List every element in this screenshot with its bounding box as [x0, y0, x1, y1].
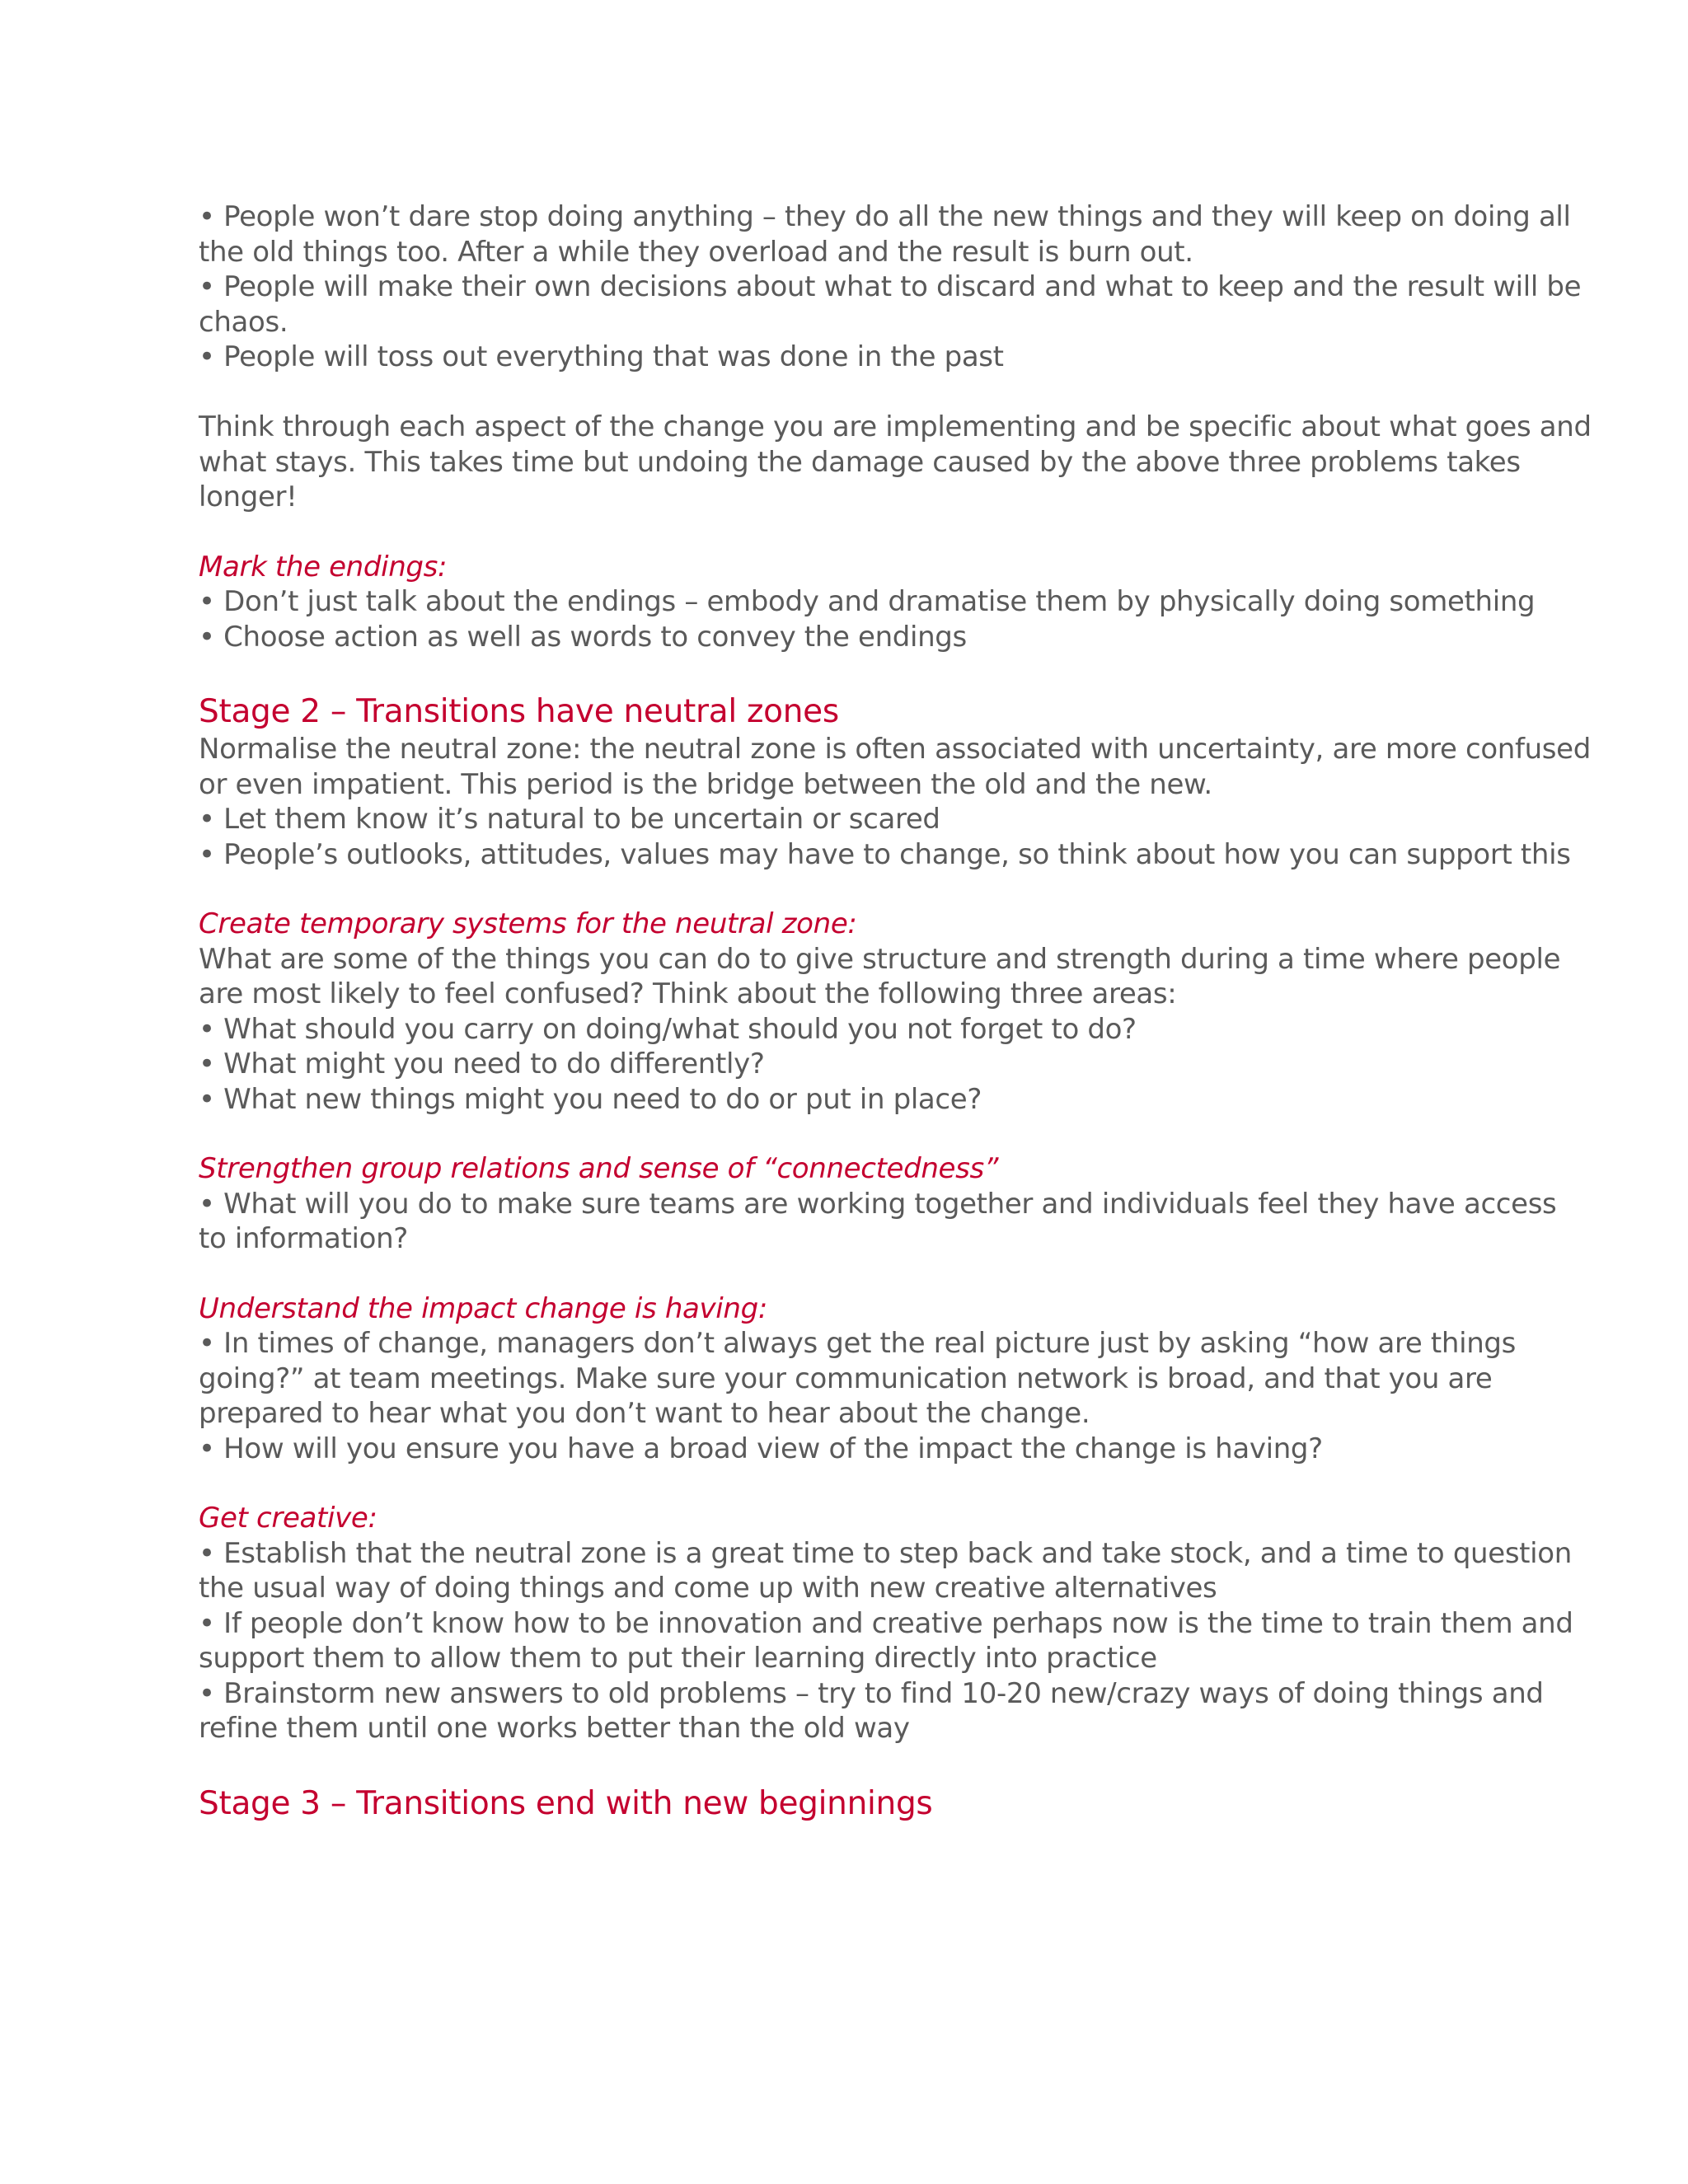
list-item-continuation: the usual way of doing things and come up with new creative alternatives — [199, 1572, 1217, 1605]
paragraph-line: what stays. This takes time but undoing the damage caused by the above three problems takes — [199, 445, 1521, 479]
think-through-paragraph — [199, 410, 1592, 515]
list-item: • Brainstorm new answers to old problems – try to find 10-20 new/crazy ways of doing things and — [199, 1676, 1544, 1710]
list-item: • People will toss out everything that was done in the past — [199, 340, 1004, 373]
list-item: • How will you ensure you have a broad view of the impact the change is having? — [199, 1432, 1323, 1465]
spacer — [199, 515, 1501, 550]
list-item-continuation: going?” at team meetings. Make sure your communication network is broad, and that you are — [199, 1361, 1493, 1395]
list-item: • What might you need to do differently? — [199, 1047, 765, 1080]
list-item: • Choose action as well as words to convey the endings — [199, 620, 967, 654]
list-item: • Don’t just talk about the endings – embody and dramatise them by physically doing something — [199, 585, 1536, 618]
spacer — [199, 872, 1501, 907]
list-item-continuation: support them to allow them to put their learning directly into practice — [199, 1642, 1157, 1675]
stage-2-section — [199, 692, 1591, 872]
list-item: • People won’t dare stop doing anything – they do all the new things and they will keep on doing all — [199, 200, 1571, 233]
spacer — [199, 375, 1501, 410]
stage-heading: Stage 3 – Transitions end with new beginnings — [199, 1784, 933, 1822]
list-item: • Let them know it’s natural to be uncertain or scared — [199, 803, 940, 836]
list-item: • People’s outlooks, attitudes, values may have to change, so think about how you can support this — [199, 837, 1571, 871]
list-item-continuation: to information? — [199, 1222, 408, 1255]
section-subheading: Strengthen group relations and sense of “connectedness” — [199, 1152, 999, 1185]
list-item: • What new things might you need to do or put in place? — [199, 1082, 982, 1116]
paragraph-line: Think through each aspect of the change you are implementing and be specific about what goes and — [199, 410, 1592, 443]
list-item-continuation: refine them until one works better than the old way — [199, 1712, 910, 1745]
stage-heading: Stage 2 – Transitions have neutral zones — [199, 693, 839, 730]
paragraph-line: longer! — [199, 480, 298, 513]
section-subheading: Understand the impact change is having: — [199, 1291, 767, 1325]
list-item-continuation: chaos. — [199, 305, 288, 339]
spacer — [199, 1746, 1501, 1784]
list-item-continuation: the old things too. After a while they overload and the result is burn out. — [199, 235, 1193, 269]
list-item: • In times of change, managers don’t always get the real picture just by asking “how are things — [199, 1327, 1517, 1360]
spacer — [199, 1117, 1501, 1151]
paragraph-line: are most likely to feel confused? Think about the following three areas: — [199, 977, 1177, 1010]
section-subheading: Create temporary systems for the neutral zone: — [199, 907, 857, 940]
spacer — [199, 1466, 1501, 1501]
stage-3-section — [199, 1784, 1501, 1824]
list-item-continuation: prepared to hear what you don’t want to hear about the change. — [199, 1397, 1090, 1430]
impact-section — [199, 1291, 1517, 1467]
spacer — [199, 654, 1501, 692]
paragraph-line: What are some of the things you can do to give structure and strength during a time where people — [199, 942, 1561, 976]
list-item: • If people don’t know how to be innovation and creative perhaps now is the time to train them and — [199, 1606, 1573, 1640]
paragraph-line: Normalise the neutral zone: the neutral zone is often associated with uncertainty, are more confused — [199, 733, 1591, 766]
intro-bullet-list — [199, 199, 1582, 375]
temporary-systems-section — [199, 907, 1561, 1117]
spacer — [199, 1257, 1501, 1291]
list-item: • Establish that the neutral zone is a great time to step back and take stock, and a time to question — [199, 1536, 1572, 1570]
section-subheading: Get creative: — [199, 1502, 377, 1535]
group-relations-section — [199, 1151, 1557, 1257]
list-item: • What should you carry on doing/what should you not forget to do? — [199, 1012, 1137, 1046]
document-body — [199, 199, 1592, 1824]
mark-endings-section — [199, 550, 1536, 655]
paragraph-line: or even impatient. This period is the bridge between the old and the new. — [199, 767, 1212, 801]
get-creative-section — [199, 1501, 1573, 1746]
list-item: • People will make their own decisions about what to discard and what to keep and the result will be — [199, 270, 1582, 303]
section-subheading: Mark the endings: — [199, 550, 448, 583]
list-item: • What will you do to make sure teams are working together and individuals feel they have access — [199, 1187, 1557, 1221]
